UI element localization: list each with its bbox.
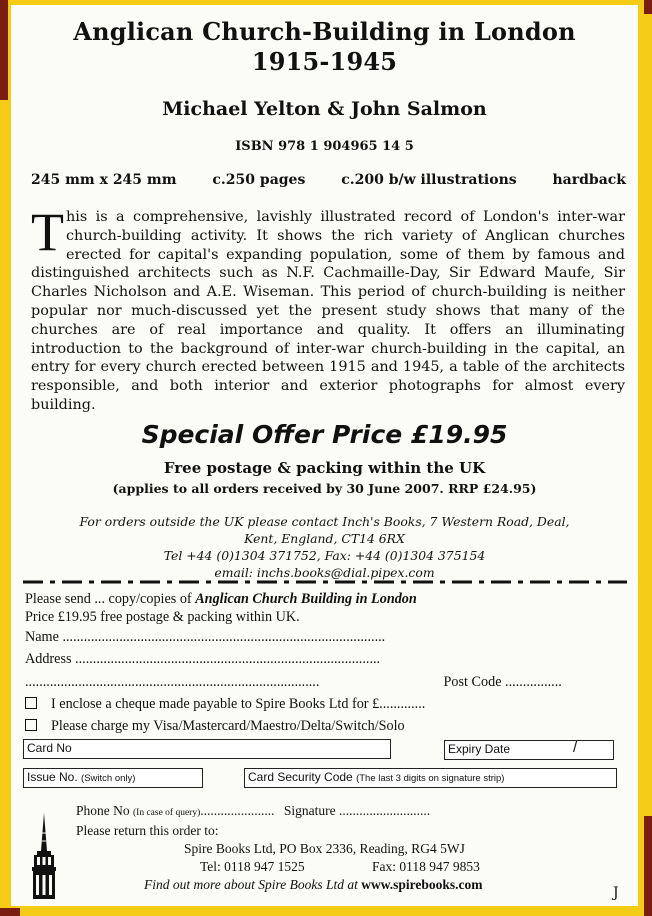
name-label: Name bbox=[25, 629, 59, 645]
website-link[interactable]: www.spirebooks.com bbox=[361, 877, 483, 892]
return-address: Spire Books Ltd, PO Box 2336, Reading, RG4 5WJ bbox=[184, 841, 465, 856]
page-mark: J bbox=[613, 885, 619, 901]
address-entry-line[interactable]: ...................................................................................... bbox=[75, 651, 381, 667]
card-checkbox[interactable] bbox=[25, 719, 37, 731]
card-label: Please charge my Visa/Mastercard/Maestro/Delta/Switch/Solo bbox=[51, 718, 405, 734]
corner-accent bbox=[644, 816, 652, 916]
book-specs bbox=[31, 172, 626, 188]
phone-entry[interactable]: ...................... bbox=[200, 803, 275, 818]
corner-accent bbox=[0, 908, 20, 916]
security-code-label: Card Security Code bbox=[248, 770, 353, 784]
free-postage: Free postage & packing within the UK bbox=[163, 459, 486, 477]
return-tel: Tel: 0118 947 1525 bbox=[200, 859, 305, 874]
spec-pages: c.250 pages bbox=[212, 172, 306, 188]
title-line-1: Anglican Church-Building in London bbox=[73, 17, 576, 46]
cut-line bbox=[23, 579, 627, 585]
overseas-email: email: inchs.books@dial.pipex.com bbox=[214, 565, 435, 580]
phone-note: (In case of query) bbox=[133, 808, 201, 818]
please-send-line bbox=[25, 591, 417, 608]
issue-number-field[interactable] bbox=[23, 768, 203, 788]
name-field[interactable] bbox=[25, 629, 385, 646]
name-entry-line[interactable]: ........................................................................................... bbox=[62, 629, 386, 645]
cheque-option[interactable] bbox=[25, 696, 425, 713]
card-option[interactable] bbox=[25, 718, 405, 735]
corner-accent bbox=[0, 0, 8, 100]
overseas-contact bbox=[11, 513, 638, 581]
address-entry-line-2[interactable]: ................................................................................... bbox=[25, 674, 320, 690]
expiry-date-field[interactable] bbox=[444, 740, 614, 760]
postcode-entry[interactable]: ................ bbox=[505, 674, 562, 690]
please-send-label: Please send ... copy/copies of bbox=[25, 591, 196, 607]
signature-entry[interactable]: ........................... bbox=[339, 803, 431, 818]
order-form-sheet bbox=[11, 5, 638, 906]
card-number-label: Card No bbox=[27, 741, 72, 755]
cheque-checkbox[interactable] bbox=[25, 697, 37, 709]
postcode-line[interactable] bbox=[25, 674, 562, 691]
issue-number-note: (Switch only) bbox=[81, 773, 136, 784]
overseas-phone: Tel +44 (0)1304 371752, Fax: +44 (0)1304 375154 bbox=[163, 548, 486, 563]
address-field[interactable] bbox=[25, 651, 380, 668]
description bbox=[31, 202, 625, 415]
phone-label: Phone No bbox=[76, 803, 130, 818]
corner-accent bbox=[644, 0, 652, 14]
cheque-label: I enclose a cheque made payable to Spire Books Ltd for £............. bbox=[51, 696, 426, 712]
address-label: Address bbox=[25, 651, 72, 667]
title-line-2: 1915-1945 bbox=[251, 47, 398, 76]
special-offer-price: Special Offer Price £19.95 bbox=[141, 420, 508, 449]
book-title bbox=[11, 17, 638, 77]
overseas-line: Kent, England, CT14 6RX bbox=[244, 531, 405, 546]
expiry-date-label: Expiry Date bbox=[448, 742, 511, 756]
description-text: his is a comprehensive, lavishly illustrated record of London's inter-war church-building activity. It shows the rich variety of Anglican churches erected for capital's expanding population, some of them by famous and distinguished architects such as N.F. Cachmaille-Day, Sir Edward Maufe, Sir Charles Nicholson and A.E. Wiseman. This period of church-building is neither popular nor much-discussed yet the present study shows that many of the churches are of real importance and quality. It offers an illuminating introduction to the background of inter-war church-building in the capital, an entry for every church erected between 1915 and 1945, a table of the architects responsible, and both interior and exterior photographs for almost every building. bbox=[31, 209, 625, 413]
expiry-slash: / bbox=[573, 739, 578, 756]
overseas-line: For orders outside the UK please contact Inch's Books, 7 Western Road, Deal, bbox=[79, 514, 570, 529]
issue-number-label: Issue No. bbox=[27, 770, 78, 784]
spec-illustrations: c.200 b/w illustrations bbox=[341, 172, 517, 188]
price-line: Price £19.95 free postage & packing within UK. bbox=[25, 609, 300, 625]
spire-logo-icon bbox=[31, 813, 57, 899]
isbn: ISBN 978 1 904965 14 5 bbox=[235, 139, 414, 154]
offer-terms: (applies to all orders received by 30 June 2007. RRP £24.95) bbox=[112, 481, 537, 496]
security-code-field[interactable] bbox=[244, 768, 617, 788]
order-book-title: Anglican Church Building in London bbox=[195, 591, 417, 607]
find-out-more bbox=[144, 877, 483, 893]
signature-label: Signature bbox=[283, 803, 336, 818]
card-number-field[interactable] bbox=[23, 739, 391, 759]
drop-cap: T bbox=[31, 202, 64, 262]
spec-binding: hardback bbox=[552, 172, 626, 188]
return-fax: Fax: 0118 947 9853 bbox=[372, 859, 480, 874]
find-out-more-text: Find out more about Spire Books Ltd at bbox=[144, 877, 362, 892]
authors: Michael Yelton & John Salmon bbox=[162, 98, 487, 120]
return-intro: Please return this order to: bbox=[76, 823, 219, 838]
postcode-label: Post Code bbox=[443, 674, 502, 690]
spec-size: 245 mm x 245 mm bbox=[31, 172, 177, 188]
security-code-note: (The last 3 digits on signature strip) bbox=[356, 773, 505, 784]
phone-signature-line[interactable] bbox=[76, 803, 430, 819]
